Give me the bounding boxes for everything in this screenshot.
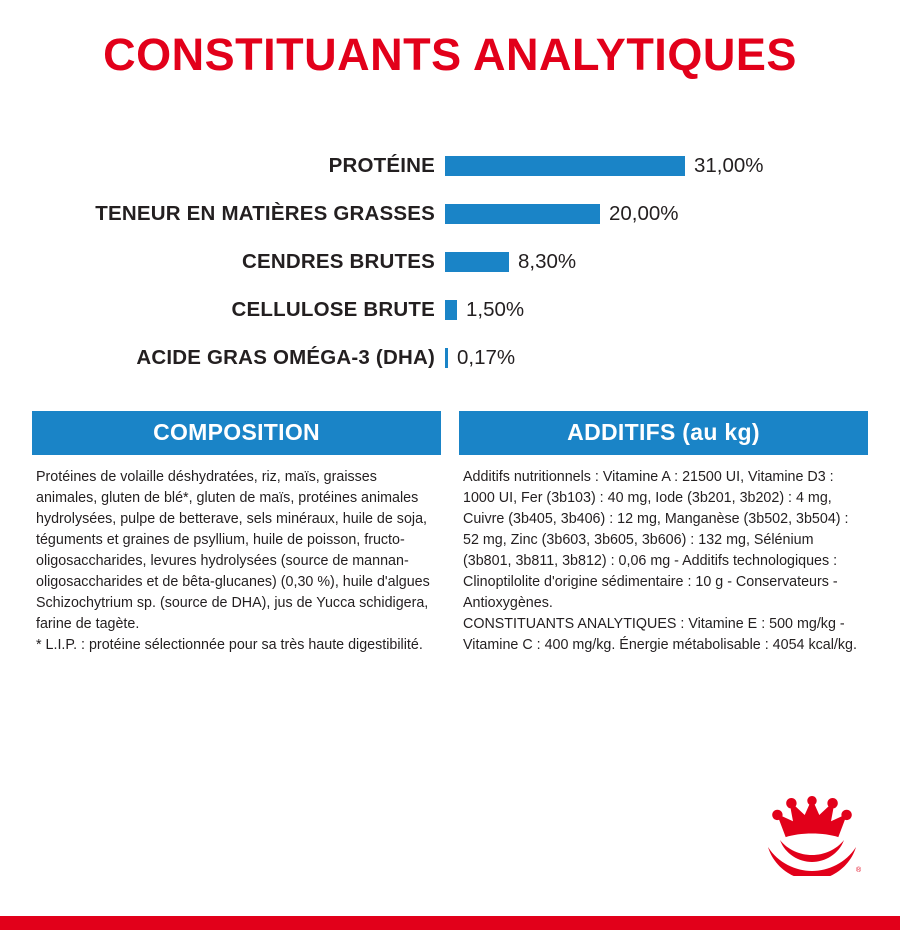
chart-bar-value: 20,00% <box>609 201 679 225</box>
chart-bar-wrap <box>445 346 900 370</box>
chart-bar-wrap <box>445 298 900 322</box>
svg-text:®: ® <box>856 867 862 874</box>
chart-bar-value: 1,50% <box>466 297 525 321</box>
additives-paragraph: Additifs nutritionnels : Vitamine A : 21500 UI, Vitamine D3 : 1000 UI, Fer (3b103) : 40 mg, Iode (3b201, 3b202) : 4 mg, Cuivre (3b405, 3b406) : 12 mg, Manganèse (3b502, 3b504) : 52 mg, Zinc (3b603, 3b605, 3b606) : 132 mg, Sélénium (3b801, 3b811, 3b812) : 0,06 mg - Additifs technologiques : Clinoptilolite d'origine sédimentaire : 10 g - Conservateurs - Antioxygènes. <box>463 468 849 611</box>
additives-heading: ADDITIFS (au kg) <box>459 411 868 455</box>
chart-bar-wrap <box>445 202 900 226</box>
additives-analytical-paragraph: CONSTITUANTS ANALYTIQUES : Vitamine E : 500 mg/kg - Vitamine C : 400 mg/kg. Énergie métabolisable : 4054 kcal/kg. <box>463 615 857 653</box>
chart-bar <box>445 204 600 224</box>
royal-canin-crown-logo <box>760 790 864 876</box>
chart-bar-label: CELLULOSE BRUTE <box>231 297 435 321</box>
chart-bar-value: 0,17% <box>457 345 516 369</box>
composition-paragraph: Protéines de volaille déshydratées, riz, maïs, graisses animales, gluten de blé*, gluten de maïs, protéines animales hydrolysées, pulpe de betterave, sels minéraux, huile de soja, téguments et graines de psyllium, huile de poisson, fructo-oligosaccharides, levures hydrolysées (source de mannan-oligosaccharides et de bêta-glucanes) (0,30 %), huile d'algues Schizochytrium sp. (source de DHA), jus de Yucca schidigera, farine de tagète. <box>36 468 430 632</box>
chart-row <box>0 334 900 382</box>
chart-bar-label: CENDRES BRUTES <box>241 249 435 273</box>
chart-bar-wrap <box>445 154 900 178</box>
page-title: CONSTITUANTS ANALYTIQUES <box>103 29 797 80</box>
chart-bar-label: TENEUR EN MATIÈRES GRASSES <box>95 201 435 225</box>
info-panels <box>32 411 868 656</box>
composition-heading: COMPOSITION <box>32 411 441 455</box>
composition-footnote: * L.I.P. : protéine sélectionnée pour sa très haute digestibilité. <box>36 636 423 653</box>
chart-bar <box>445 156 685 176</box>
chart-bar-wrap <box>445 250 900 274</box>
chart-bar <box>445 300 457 320</box>
chart-bar-label: PROTÉINE <box>328 153 435 177</box>
chart-bar-value: 8,30% <box>518 249 577 273</box>
analytical-constituents-chart <box>0 142 900 382</box>
additives-panel <box>459 411 868 656</box>
chart-row <box>0 238 900 286</box>
chart-bar <box>445 252 509 272</box>
chart-row <box>0 142 900 190</box>
bottom-accent-bar <box>0 916 900 930</box>
composition-body <box>32 455 441 656</box>
composition-panel <box>32 411 441 656</box>
chart-row <box>0 286 900 334</box>
chart-row <box>0 190 900 238</box>
chart-bar <box>445 348 448 368</box>
additives-body <box>459 455 868 656</box>
chart-bar-value: 31,00% <box>694 153 764 177</box>
chart-bar-label: ACIDE GRAS OMÉGA-3 (DHA) <box>136 345 435 369</box>
